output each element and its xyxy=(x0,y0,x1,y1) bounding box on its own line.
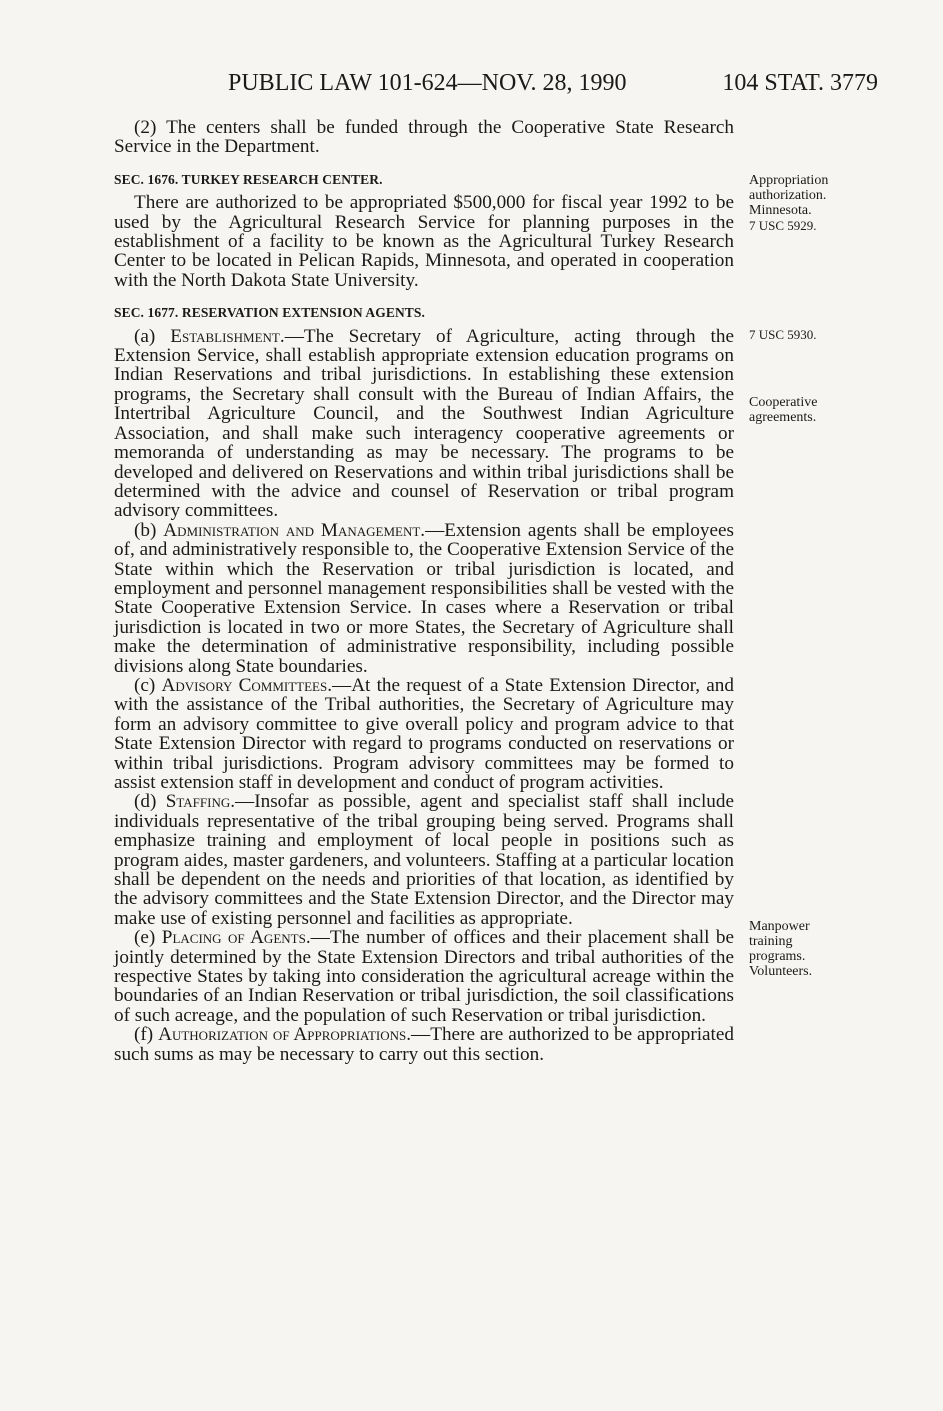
section-1676-heading: SEC. 1676. TURKEY RESEARCH CENTER. xyxy=(114,171,383,187)
subsection-c-prefix: (c) xyxy=(134,674,162,696)
subsection-e-prefix: (e) xyxy=(134,927,162,949)
margin-note-line: agreements. xyxy=(749,410,817,425)
subsection-b-text: .—Extension agents shall be employees of, and administratively responsible to, the Cooperative Extension Service of the State within which the Reservation or tribal jurisdiction is located, and employment and personnel management responsibilities shall be vested with the State Cooperative Extension Service. In cases where a Reservation or tribal jurisdiction is located in two or more States, the Secretary of Agriculture shall make the determination of administrative responsibility, including possible divisions along State boundaries. xyxy=(114,519,734,677)
subsection-d-heading: Staffing xyxy=(165,791,231,813)
margin-note-line: programs. xyxy=(749,949,806,964)
margin-note-line: Volunteers. xyxy=(749,964,813,979)
section-1676-text: There are authorized to be appropriated $500,000 for fiscal year 1992 to be used by the Agricultural Research Service for planning purposes in the establishment of a facility to be known as the Agricultural Turkey Research Center to be located in Pelican Rapids, Minnesota, and operated in cooperation with the North Dakota State University. xyxy=(114,192,734,291)
header-title: PUBLIC LAW 101-624—NOV. 28, 1990 xyxy=(228,70,627,96)
subsection-b-heading: Administration and Management xyxy=(163,519,421,541)
subsection-c-heading: Advisory Committees xyxy=(161,674,328,696)
subsection-f-heading: Authorization of Appropriations xyxy=(158,1024,407,1046)
margin-note-usc-5930: 7 USC 5930. xyxy=(749,327,817,342)
margin-note-line: training xyxy=(749,934,793,949)
subsection-e-text: .—The number of offices and their placement shall be jointly determined by the State Extension Directors and tribal authorities of the respective States by taking into consideration the agricultural acreage within the boundaries of an Indian Reservation or tribal jurisdiction, the soil classifications of such acreage, and the population of such Reservation or tribal jurisdiction. xyxy=(114,927,734,1026)
subsection-f-text: .—There are authorized to be appropriated such sums as may be necessary to carry out this section. xyxy=(114,1024,734,1065)
subsection-e xyxy=(114,928,734,1025)
margin-note-line: Manpower xyxy=(749,919,810,934)
section-1677-heading: SEC. 1677. RESERVATION EXTENSION AGENTS. xyxy=(114,305,425,321)
margin-note-appropriation xyxy=(749,173,869,233)
margin-note-line: authorization. xyxy=(749,188,827,203)
subsection-a xyxy=(114,327,734,521)
body-column xyxy=(114,118,734,1064)
margin-note-usc-citation: 7 USC 5929. xyxy=(749,218,817,233)
page-header xyxy=(228,70,878,104)
subsection-f-prefix: (f) xyxy=(134,1024,159,1046)
margin-note-line: Minnesota. xyxy=(749,203,812,218)
margin-note-cooperative-agreements xyxy=(749,395,869,425)
subsection-a-prefix: (a) xyxy=(134,325,171,347)
margin-note-line: Appropriation xyxy=(749,173,829,188)
subsection-e-heading: Placing of Agents xyxy=(161,927,306,949)
subsection-a-heading: Establishment xyxy=(170,325,280,347)
subsection-d-prefix: (d) xyxy=(134,791,166,813)
header-stat-number: 104 STAT. 3779 xyxy=(722,70,878,96)
subsection-a-text: .—The Secretary of Agriculture, acting through the Extension Service, shall establish appropriate extension education programs on Indian Reservations and tribal jurisdictions. In establishing these extension programs, the Secretary shall consult with the Bureau of Indian Affairs, the Intertribal Agriculture Council, and the Southwest Indian Agriculture Association, and shall make such interagency cooperative agreements or memoranda of understanding as may be necessary. The programs to be developed and delivered on Reservations and within tribal jurisdictions shall be determined with the advice and counsel of Reservation or tribal program advisory committees. xyxy=(114,325,734,522)
subsection-b-prefix: (b) xyxy=(134,519,164,541)
subsection-d-text: .—Insofar as possible, agent and specialist staff shall include individuals representative of the tribal grouping being served. Programs shall emphasize training and employment of local people in positions such as program aides, master gardeners, and volunteers. Staffing at a particular location shall be dependent on the needs and priorities of that location, as identified by the advisory committees and the State Extension Director, and the Director may make use of existing personnel and facilities as appropriate. xyxy=(114,791,734,929)
margin-note-line: Cooperative xyxy=(749,395,818,410)
subsection-c xyxy=(114,676,734,792)
margin-note-manpower xyxy=(749,919,869,979)
subsection-c-text: .—At the request of a State Extension Director, and with the assistance of the Tribal authorities, the Secretary of Agriculture may form an advisory committee to give overall policy and program advice to that State Extension Director with regard to programs conducted on reservations or within tribal jurisdictions. Program advisory committees may be formed to assist extension staff in development and conduct of program activities. xyxy=(114,674,734,793)
subsection-f xyxy=(114,1025,734,1064)
subsection-d xyxy=(114,792,734,928)
intro-paragraph: (2) The centers shall be funded through the Cooperative State Research Service in the Department. xyxy=(114,117,734,158)
subsection-b xyxy=(114,521,734,676)
